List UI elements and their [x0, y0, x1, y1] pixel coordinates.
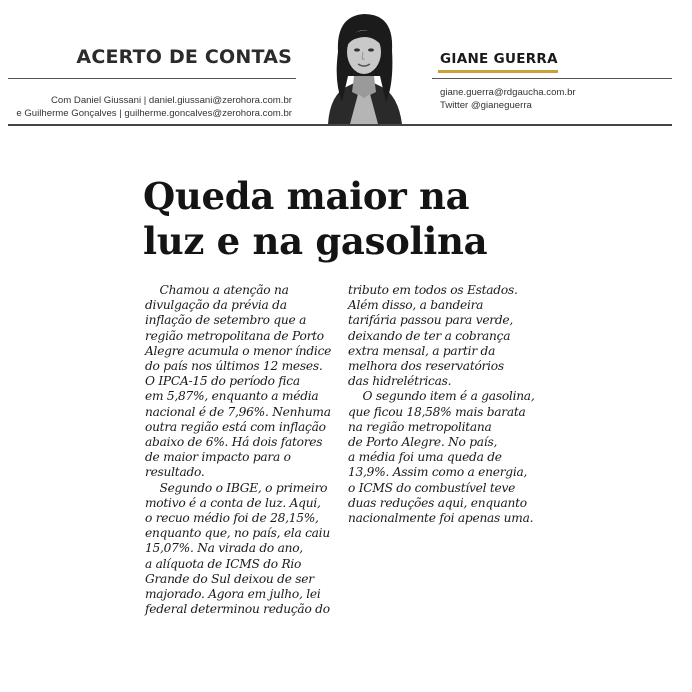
- text-line: extra mensal, a partir da: [348, 343, 496, 358]
- text-line: na região metropolitana: [348, 419, 492, 434]
- text-line: a média foi uma queda de: [348, 450, 502, 465]
- text-line: deixando de ter a cobrança: [348, 328, 511, 343]
- text-line: 13,9%. Assim como a energia,: [348, 465, 528, 480]
- text-line: O segundo item é a gasolina,: [348, 389, 535, 404]
- text-line: resultado.: [145, 465, 205, 480]
- text-line: 15,07%. Na virada do ano,: [145, 541, 303, 556]
- text-line: Segundo o IBGE, o primeiro: [145, 480, 328, 495]
- contributor-line: Com Daniel Giussani | daniel.giussani@zerohora.com.br: [51, 95, 292, 106]
- text-line: a alíquota de ICMS do Rio: [145, 556, 302, 571]
- text-line: abaixo de 6%. Há dois fatores: [145, 435, 323, 450]
- text-line: das hidrelétricas.: [348, 374, 452, 389]
- contributor-line: e Guilherme Gonçalves | guilherme.goncalves@zerohora.com.br: [16, 107, 292, 119]
- text-line: nacional é de 7,96%. Nenhuma: [145, 404, 331, 419]
- contributors: [16, 95, 292, 120]
- text-line: tributo em todos os Estados.: [348, 283, 518, 297]
- text-line: O IPCA-15 do período fica: [145, 374, 300, 389]
- text-line: federal determinou redução do: [145, 602, 330, 617]
- text-line: em 5,87%, enquanto a média: [145, 389, 319, 404]
- text-line: divulgação da prévia da: [145, 298, 287, 313]
- text-line: Grande do Sul deixou de ser: [145, 571, 314, 586]
- section-title: ACERTO DE CONTAS: [76, 46, 292, 68]
- columnist-name-underline: [438, 70, 558, 73]
- text-line: o recuo médio foi de 28,15%,: [145, 511, 319, 526]
- columnist-photo: [300, 6, 428, 124]
- headline-line: luz e na gasolina: [143, 219, 488, 263]
- text-line: Chamou a atenção na: [145, 283, 289, 297]
- text-line: outra região está com inflação: [145, 419, 326, 434]
- text-line: do país nos últimos 12 meses.: [145, 359, 323, 374]
- text-line: duas reduções aqui, enquanto: [348, 495, 527, 510]
- text-line: o ICMS do combustível teve: [348, 480, 516, 495]
- columnist-email: giane.guerra@rdgaucha.com.br: [440, 87, 576, 98]
- header-rule-bottom: [8, 124, 672, 126]
- columnist-contact: [440, 87, 576, 112]
- text-line: de maior impacto para o: [145, 450, 291, 465]
- article-column-right: [348, 283, 538, 526]
- header-rule-left: [8, 78, 296, 79]
- headline-line: Queda maior na: [143, 174, 470, 218]
- text-line: nacionalmente foi apenas uma.: [348, 511, 534, 526]
- text-line: enquanto que, no país, ela caiu: [145, 526, 330, 541]
- text-line: que ficou 18,58% mais barata: [348, 404, 526, 419]
- article-column-left: [145, 283, 335, 617]
- text-line: melhora dos reservatórios: [348, 359, 504, 374]
- text-line: inflação de setembro que a: [145, 313, 307, 328]
- text-line: tarifária passou para verde,: [348, 313, 514, 328]
- text-line: região metropolitana de Porto: [145, 328, 324, 343]
- article-headline: [143, 174, 523, 264]
- text-line: majorado. Agora em julho, lei: [145, 587, 321, 602]
- text-line: Alegre acumula o menor índice: [145, 343, 332, 358]
- columnist-twitter: Twitter @gianeguerra: [440, 99, 532, 111]
- header-rule-right: [432, 78, 672, 79]
- text-line: de Porto Alegre. No país,: [348, 435, 498, 450]
- text-line: motivo é a conta de luz. Aqui,: [145, 495, 321, 510]
- columnist-name: GIANE GUERRA: [440, 51, 558, 67]
- text-line: Além disso, a bandeira: [348, 298, 484, 313]
